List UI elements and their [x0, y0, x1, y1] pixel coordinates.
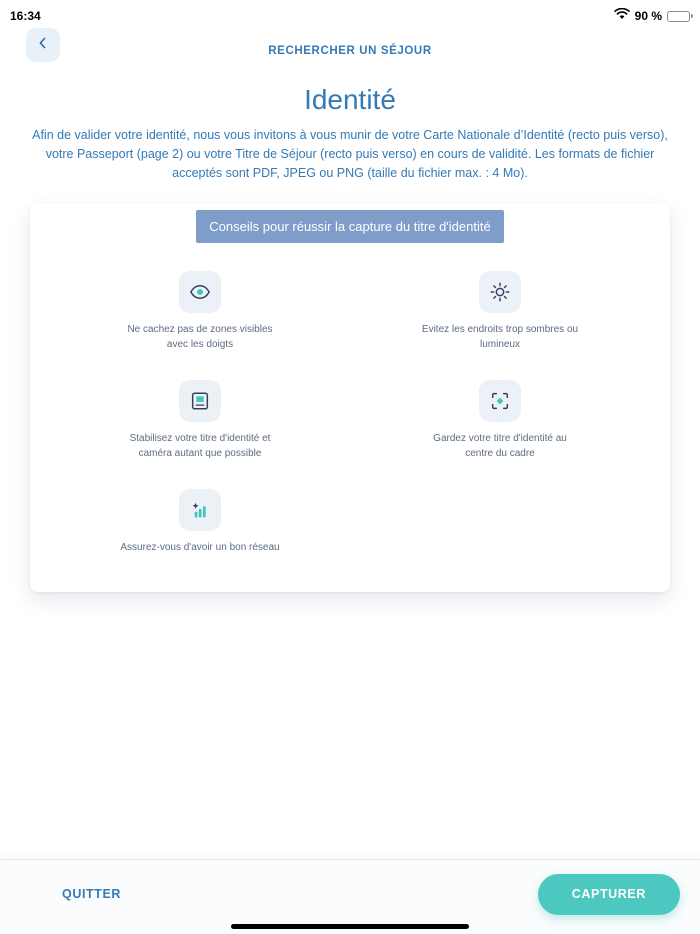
- footer-bar: [0, 860, 700, 934]
- frame-center-icon: [479, 380, 521, 422]
- clock: 16:34: [10, 9, 41, 23]
- battery-icon: [667, 11, 690, 22]
- eye-icon: [179, 271, 221, 313]
- capture-button[interactable]: CAPTURER: [538, 874, 680, 915]
- tip-item-lighting: [420, 271, 580, 352]
- capture-tips-card: [30, 204, 670, 592]
- back-button[interactable]: [26, 28, 60, 62]
- tips-banner: Conseils pour réussir la capture du titre d'identité: [196, 210, 503, 243]
- tips-grid: [50, 271, 650, 555]
- intro-text: Afin de valider votre identité, nous vous invitons à vous munir de votre Carte Nationale d’Identité (recto puis verso), votre Passeport (page 2) ou votre Titre de Séjour (recto puis verso) en cours de validité. Les formats de fichier acceptés sont PDF, JPEG ou PNG (taille du fichier max. : 4 Mo).: [32, 128, 668, 180]
- tip-text: Gardez votre titre d'identité au centre du cadre: [433, 433, 567, 460]
- stabilize-document-icon: [179, 380, 221, 422]
- tip-item-fingers: [120, 271, 280, 352]
- tip-text: Ne cachez pas de zones visibles avec les doigts: [127, 324, 273, 351]
- status-indicators: [614, 7, 690, 25]
- breadcrumb: RECHERCHER UN SÉJOUR: [268, 45, 432, 57]
- tip-text: Evitez les endroits trop sombres ou lumineux: [421, 324, 579, 351]
- chevron-left-icon: [34, 34, 52, 57]
- sun-icon: [479, 271, 521, 313]
- home-indicator[interactable]: [231, 924, 469, 929]
- wifi-icon: [614, 7, 630, 25]
- quit-button[interactable]: QUITTER: [62, 887, 122, 901]
- tip-text: Stabilisez votre titre d'identité et caméra autant que possible: [129, 433, 271, 460]
- header: [0, 28, 700, 74]
- page-title: Identité: [304, 84, 396, 115]
- network-signal-icon: [179, 489, 221, 531]
- tip-text: Assurez-vous d'avoir un bon réseau: [120, 542, 280, 554]
- tip-item-centering: [420, 380, 580, 461]
- tip-item-stability: [120, 380, 280, 461]
- tip-item-network: [120, 489, 280, 555]
- battery-percentage: 90 %: [634, 9, 662, 23]
- status-bar: [0, 0, 700, 26]
